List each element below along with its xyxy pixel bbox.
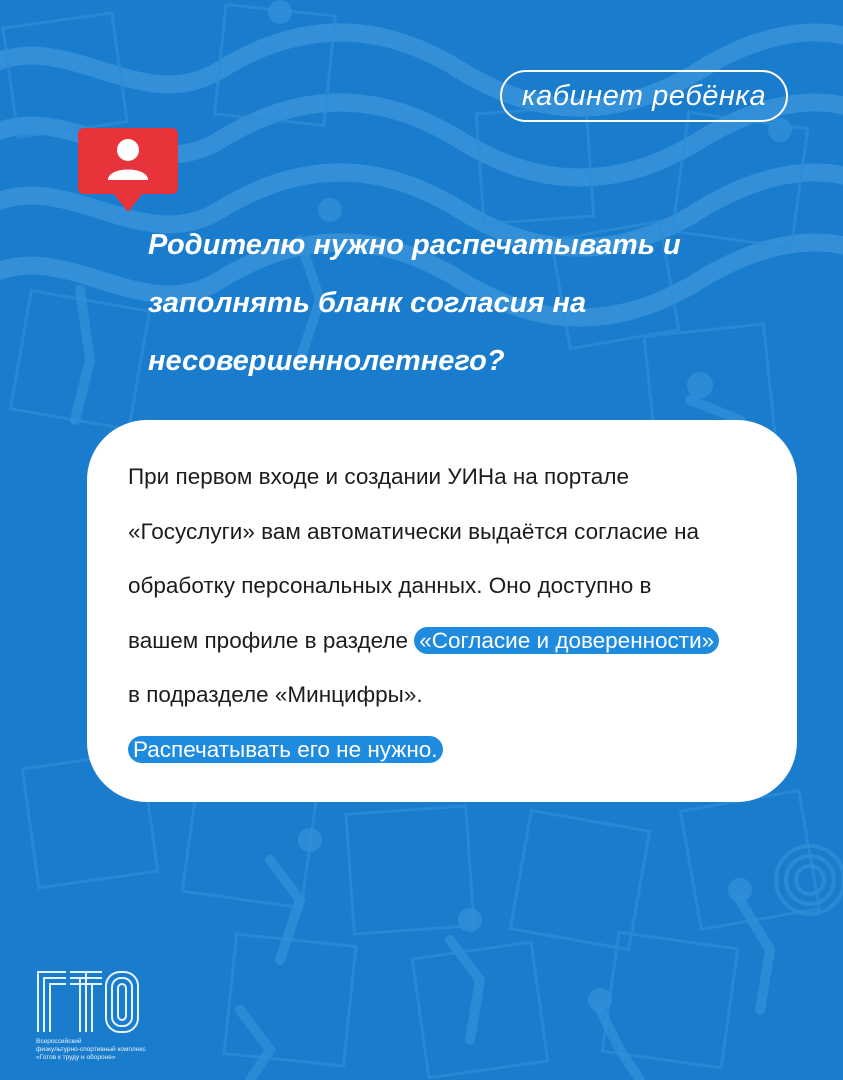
answer-line: При первом входе и создании УИНа на портале <box>128 464 629 489</box>
user-icon <box>78 128 178 214</box>
gto-caption-line: «Готов к труду и обороне» <box>36 1054 116 1061</box>
answer-line <box>128 723 768 778</box>
answer-line-prefix: вашем профиле в разделе <box>128 627 415 653</box>
answer-line: в подразделе «Минцифры». <box>128 682 423 707</box>
section-badge <box>500 70 788 122</box>
answer-line: «Госуслуги» вам автоматически выдаётся согласие на <box>128 518 700 544</box>
consent-section-highlight: «Согласие и доверенности» <box>414 627 719 654</box>
answer-line: обработку персональных данных. Оно доступно в <box>128 573 652 598</box>
answer-text <box>128 450 768 777</box>
question-heading: Родителю нужно распечатывать и заполнять бланк согласия на несовершеннолетнего? <box>148 229 681 377</box>
no-print-highlight: Распечатывать его не нужно. <box>128 736 443 763</box>
answer-line <box>128 614 768 669</box>
gto-logo-mark <box>36 968 141 1034</box>
answer-card <box>87 420 797 802</box>
section-badge-label: кабинет ребёнка <box>521 79 767 112</box>
gto-caption-line: Всероссийский <box>36 1038 82 1045</box>
gto-logo <box>36 968 186 1078</box>
gto-logo-caption <box>36 1038 186 1062</box>
gto-caption-line: физкультурно-спортивный комплекс <box>36 1046 146 1053</box>
